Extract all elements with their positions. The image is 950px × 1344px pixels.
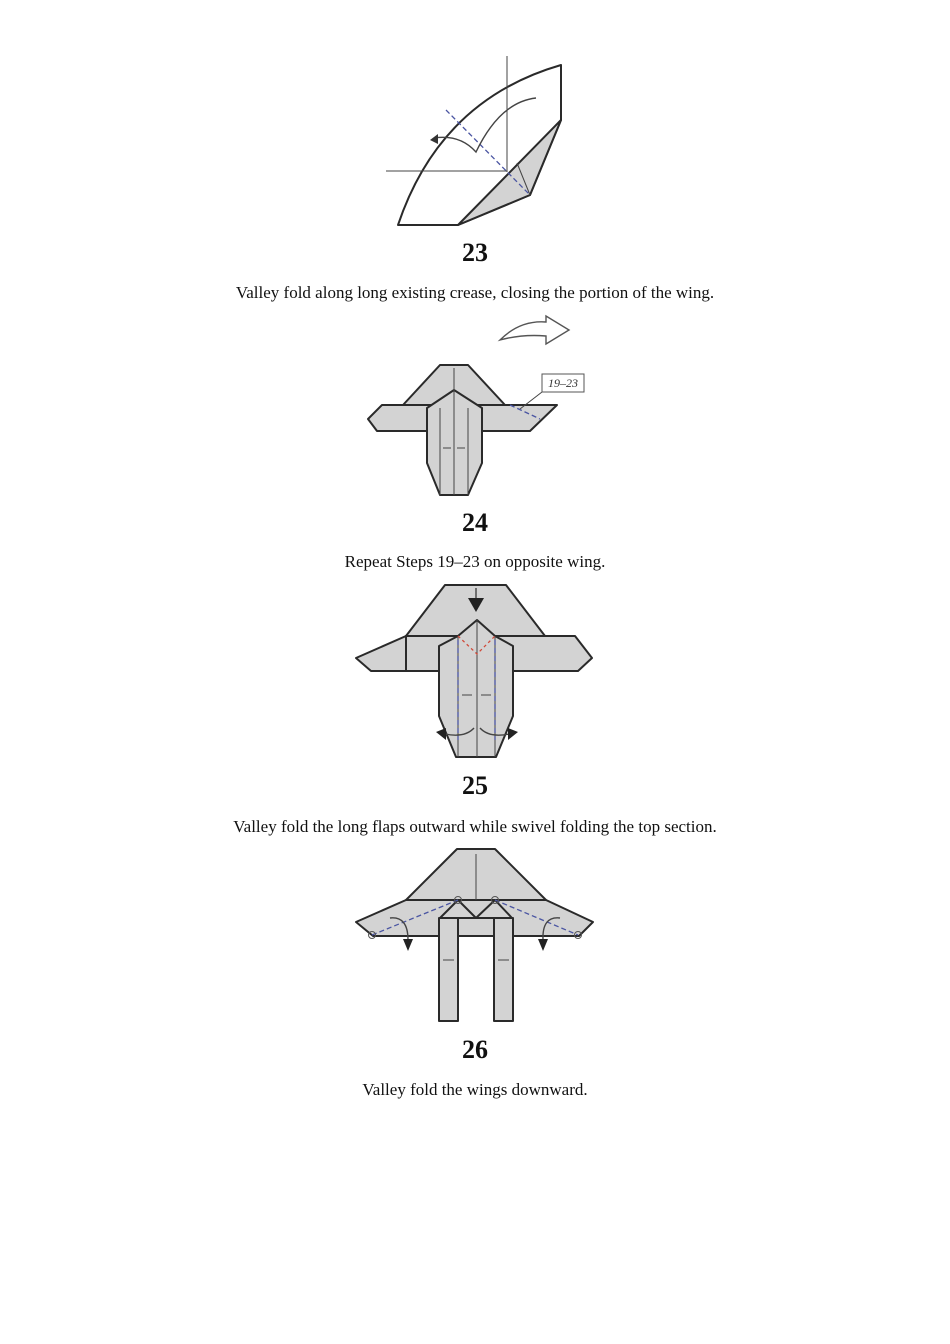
arrowhead-right [538,939,548,951]
arrowhead-left [436,728,446,740]
step-caption: Repeat Steps 19–23 on opposite wing. [344,552,606,571]
step-25-diagram [350,580,600,765]
leg-left [439,918,458,1021]
step-number: 25 [462,771,488,800]
step-number: 23 [462,238,488,267]
step-23-diagram [380,50,580,235]
body-column [439,620,513,757]
step-caption: Valley fold along long existing crease, closing the portion of the wing. [235,283,715,302]
step-number: 26 [462,1035,488,1064]
step-caption: Valley fold the long flaps outward while swivel folding the top section. [233,817,717,836]
repeat-label: 19–23 [548,376,578,390]
turn-over-arrow [500,316,569,344]
arrowhead-right [508,728,518,740]
arrowhead [430,134,438,144]
step-24-diagram [360,308,600,503]
leg-right [494,918,513,1021]
arrowhead-left [403,939,413,951]
step-caption: Valley fold the wings downward. [362,1080,588,1099]
step-26-diagram [350,844,600,1029]
step-number: 24 [462,508,488,537]
